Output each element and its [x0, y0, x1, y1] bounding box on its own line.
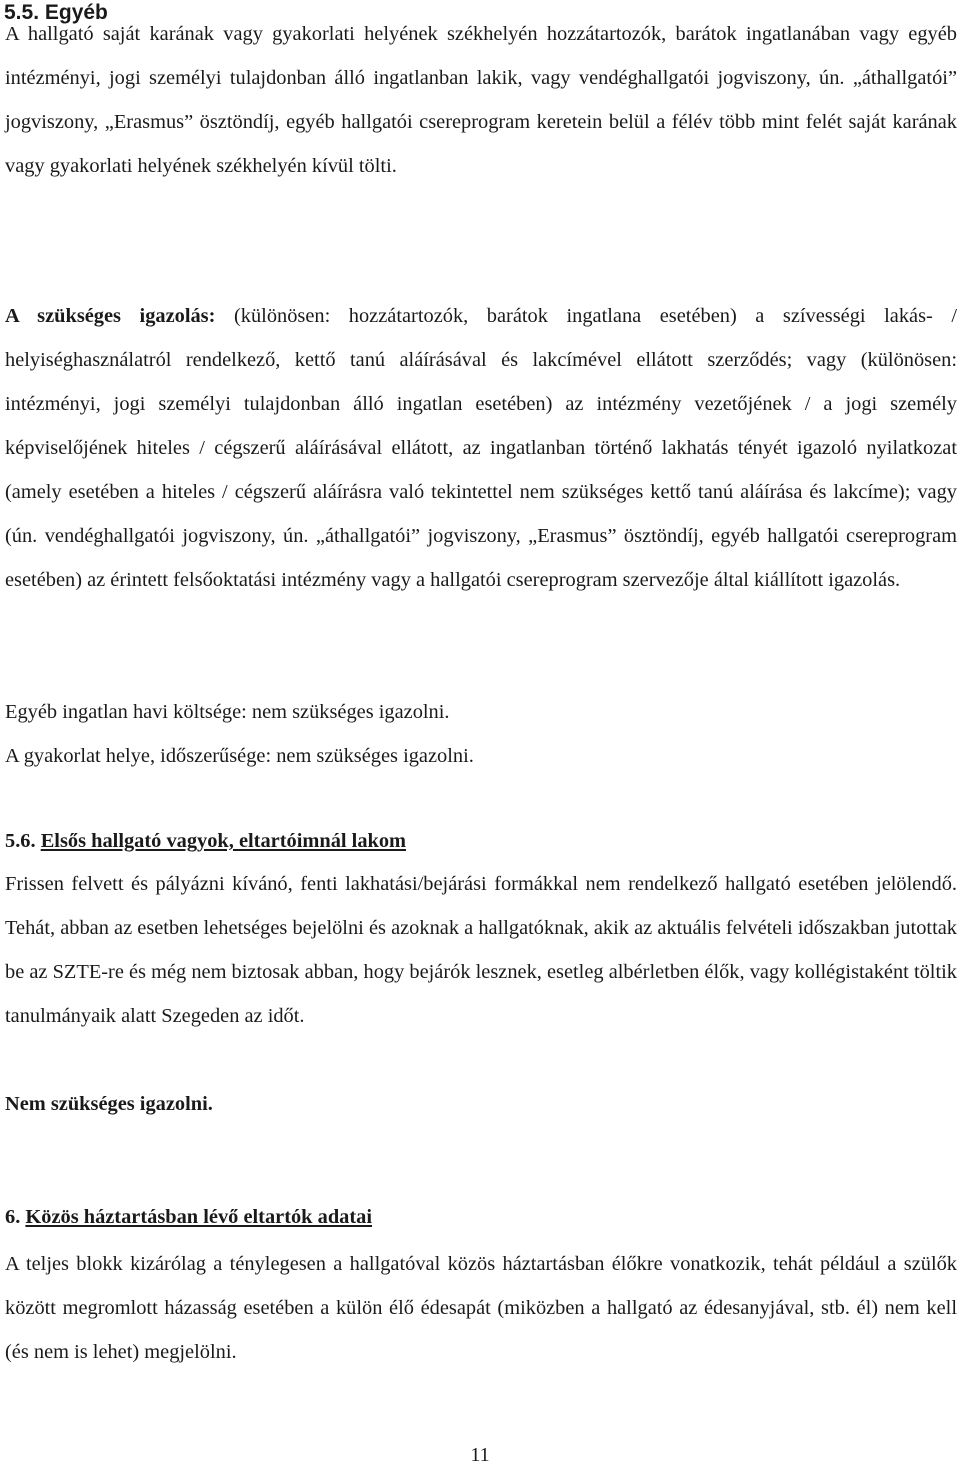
section-6-title: Közös háztartásban lévő eltartók adatai: [25, 1206, 373, 1228]
proof-label: A szükséges igazolás:: [5, 305, 216, 327]
page-number: 11: [470, 1444, 490, 1466]
section-5-6-paragraph: Frissen felvett és pályázni kívánó, fenti lakhatási/bejárási formákkal nem rendelkező hallgató esetében jelölendő. Tehát, abban az esetben lehetséges bejelölni és azoknak a hallgatóknak, akik az aktuális felvételi időszakban jutottak be az SZTE-re és még nem biztosak abban, hogy bejárók lesznek, esetleg albérletben élők, vagy kollégistaként töltik tanulmányaik alatt Szegeden az időt.: [5, 873, 957, 1027]
section-5-6-title: Elsős hallgató vagyok, eltartóimnál lakom: [40, 830, 407, 852]
section-5-5-paragraph: A hallgató saját karának vagy gyakorlati helyének székhelyén hozzátartozók, barátok ingatlanában vagy egyéb intézményi, jogi személyi tulajdonban álló ingatlanban lakik, vagy vendéghallgatói jogviszony, ún. „áthallgatói” jogviszony, „Erasmus” ösztöndíj, egyéb hallgatói csereprogram keretein belül a félév több mint felét saját karának vagy gyakorlati helyének székhelyén kívül tölti.: [5, 23, 957, 177]
proof-text: (különösen: hozzátartozók, barátok ingatlana esetében) a szívességi lakás- / helyiséghasználatról rendelkező, kettő tanú aláírásával és lakcímével ellátott szerződés; vagy (különösen: intézményi, jogi személyi tulajdonban álló ingatlan esetében) az intézmény vezetőjének / a jogi személy képviselőjének hiteles / cégszerű aláírásával ellátott, az ingatlanban történő lakhatás tényét igazoló nyilatkozat (amely esetében a hiteles / cégszerű aláírásra való tekintettel nem szükséges kettő tanú aláírása és lakcíme); vagy (ún. vendéghallgatói jogviszony, ún. „áthallgatói” jogviszony, „Erasmus” ösztöndíj, egyéb hallgatói csereprogram esetében) az érintett felsőoktatási intézmény vagy a hallgatói csereprogram szervezője által kiállított igazolás.: [5, 305, 958, 591]
section-6-paragraph: A teljes blokk kizárólag a ténylegesen a hallgatóval közös háztartásban élőkre vonatkozik, tehát például a szülők között megromlott házasság esetében a külön élő édesapát (miközben a hallgató az édesanyjával, stb. él) nem kell (és nem is lehet) megjelölni.: [5, 1253, 957, 1363]
section-5-5-heading: 5.5. Egyéb: [4, 1, 108, 24]
section-6-heading: [5, 1202, 372, 1232]
section-5-6-note: Nem szükséges igazolni.: [5, 1093, 213, 1115]
other-cost-line: Egyéb ingatlan havi költsége: nem szükséges igazolni.: [5, 701, 450, 723]
practice-place-line: A gyakorlat helye, időszerűsége: nem szükséges igazolni.: [5, 745, 474, 767]
proof-paragraph: [5, 294, 957, 602]
section-5-6-number: 5.6.: [5, 830, 41, 852]
section-5-6-heading: [5, 826, 406, 856]
section-6-number: 6.: [5, 1206, 26, 1228]
